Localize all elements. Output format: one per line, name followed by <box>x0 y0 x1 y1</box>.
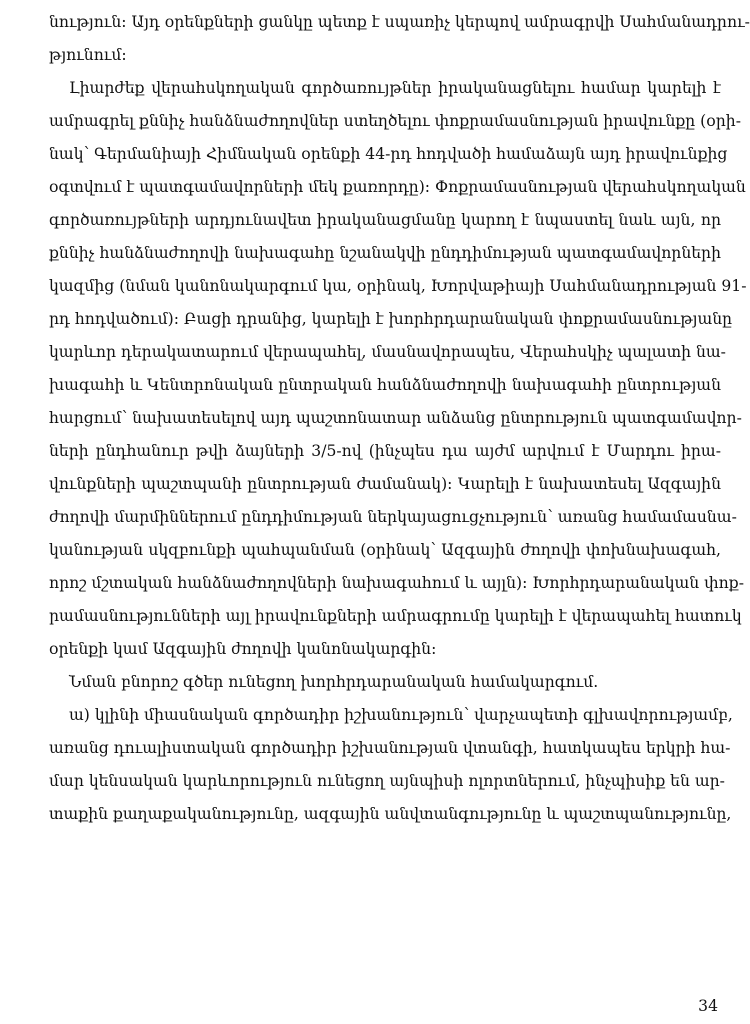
paragraph-start-line: Նման բնորոշ գծեր ունեցող խորհրդարանական համակարգում. <box>69 673 599 691</box>
text-line: տաքին քաղաքականությունը, ազգային անվտանգությունը և պաշտպանությունը, <box>49 805 732 823</box>
text-line: ժողովի մարմիններում ընդդիմության ներկայացուցչություն՝ առանց համամասնա- <box>49 508 737 526</box>
text-line: կազմից (նման կանոնակարգում կա, օրինակ, Խորվաթիայի Սահմանադրության 91- <box>49 277 747 295</box>
text-line: մար կենսական կարևորություն ունեցող այնպիսի ոլորտներում, ինչպիսիք են ար- <box>49 772 725 790</box>
text-line: րդ հոդվածում): Բացի դրանից, կարելի է խորհրդարանական փոքրամասնությանը <box>49 310 733 328</box>
text-line: թյունում: <box>49 46 127 64</box>
text-line: վունքների պաշտպանի ընտրության ժամանակ): Կարելի է նախատեսել Ազգային <box>49 475 721 493</box>
text-line: որոշ մշտական հանձնաժողովների նախագահում և այլն): Խորհրդարանական փոք- <box>49 574 744 592</box>
text-line: ամրագրել քննիչ հանձնաժողովներ ստեղծելու փոքրամասնության իրավունքը (օրի- <box>49 112 741 130</box>
text-line: օգտվում է պատգամավորների մեկ քառորդը): Փոքրամասնության վերահսկողական <box>49 178 746 196</box>
paragraph-start-line: Լիարժեք վերահսկողական գործառույթներ իրականացնելու համար կարելի է <box>69 79 721 97</box>
list-item-a-line: ա) կլինի միասնական գործադիր իշխանություն՝ վարչապետի գլխավորությամբ, <box>69 706 733 724</box>
text-line: կանության սկզբունքի պահպանման (օրինակ՝ Ազգային ժողովի փոխնախագահ, <box>49 541 721 559</box>
document-body <box>49 6 750 831</box>
text-line: րամասնությունների այլ իրավունքների ամրագրումը կարելի է վերապահել հատուկ <box>49 607 742 625</box>
text-line: քննիչ հանձնաժողովի նախագահը նշանակվի ընդդիմության պատգամավորների <box>49 244 721 262</box>
text-line: օրենքի կամ Ազգային ժողովի կանոնակարգին: <box>49 640 437 658</box>
text-line: խագահի և Կենտրոնական ընտրական հանձնաժողովի նախագահի ընտրության <box>49 376 721 394</box>
text-line: հարցում՝ նախատեսելով այդ պաշտոնատար անձանց ընտրություն պատգամավոր- <box>49 409 742 427</box>
text-line: նություն: Այդ օրենքների ցանկը պետք է սպառիչ կերպով ամրագրվի Սահմանադրու- <box>49 13 750 31</box>
text-line: ների ընդհանուր թվի ձայների 3/5-ով (ինչպես դա այժմ արվում է Մարդու իրա- <box>49 442 721 460</box>
text-line: գործառույթների արդյունավետ իրականացմանը կարող է նպաստել նաև այն, որ <box>49 211 721 229</box>
page-number: 34 <box>698 997 718 1015</box>
text-line: առանց դուալիստական գործադիր իշխանության վտանգի, հատկապես երկրի հա- <box>49 739 731 757</box>
text-line: կարևոր դերակատարում վերապահել, մասնավորապես, Վերահսկիչ պալատի նա- <box>49 343 726 361</box>
text-line: նակ՝ Գերմանիայի Հիմնական օրենքի 44-րդ հոդվածի համաձայն այդ իրավունքից <box>49 145 728 163</box>
